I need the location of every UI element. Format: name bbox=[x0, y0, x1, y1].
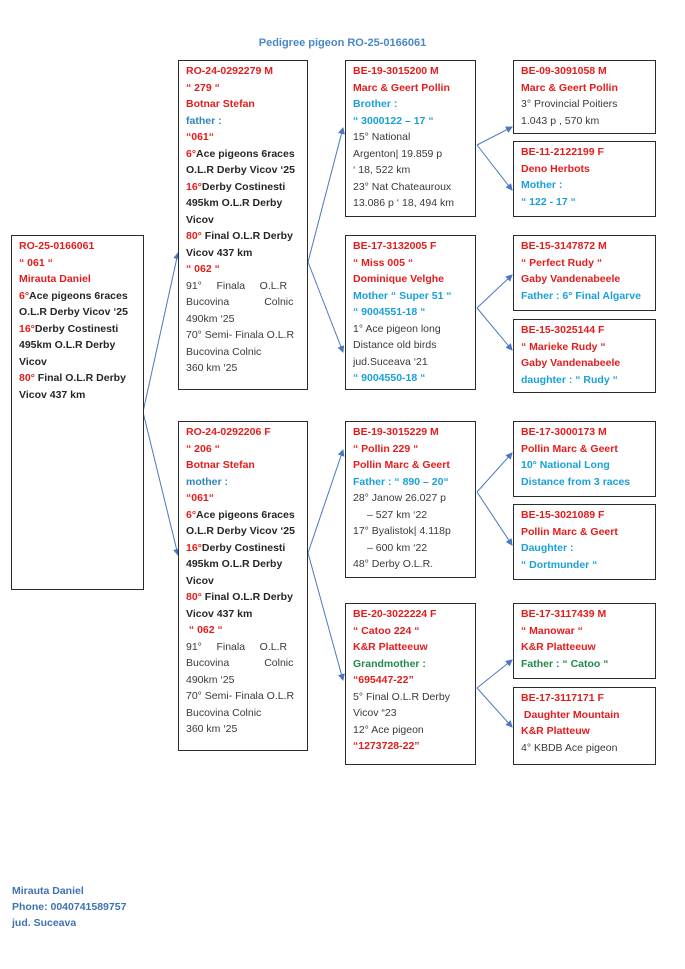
ggp7-owner: K&R Platteeuw bbox=[521, 641, 596, 653]
ggp8-line-1: 4° KBDB Ace pigeon bbox=[521, 741, 618, 754]
ggp6-role-value: “ Dortmunder “ bbox=[521, 558, 598, 571]
connector-gp3-ggp6 bbox=[477, 492, 512, 545]
mother-result-3: 490km ‘25 bbox=[186, 673, 235, 686]
father-result-4: 70° Semi- Finala O.L.R bbox=[186, 329, 295, 341]
gp4-owner: K&R Platteeuw bbox=[353, 641, 428, 653]
ggp2-card bbox=[513, 141, 656, 217]
father-result-6: 360 km ‘25 bbox=[186, 362, 238, 374]
gp2-line-2: Distance old birds bbox=[353, 339, 437, 351]
ggp8-owner: K&R Platteuw bbox=[521, 725, 590, 737]
subject-card bbox=[11, 235, 144, 590]
ggp5-line-1: 10° National Long bbox=[521, 459, 610, 471]
father-result-3: 490km ‘25 bbox=[186, 312, 235, 325]
gp2-line-1: 1° Ace pigeon long bbox=[353, 322, 441, 335]
mother-achievement-1b: O.L.R Derby Vicov ‘25 bbox=[186, 525, 295, 537]
subject-achievement-3: 80° Final O.L.R Derby bbox=[19, 372, 126, 384]
ggp5-owner: Pollin Marc & Geert bbox=[521, 442, 618, 455]
ggp8-name: Daughter Mountain bbox=[521, 708, 620, 721]
gp2-ring: BE-17-3132005 F bbox=[353, 240, 437, 252]
mother-achievement-3b: Vicov 437 km bbox=[186, 607, 253, 620]
gp4-line-2: Vicov “23 bbox=[353, 707, 397, 719]
ggp2-ring: BE-11-2122199 F bbox=[521, 146, 604, 158]
ggp5-card bbox=[513, 421, 656, 497]
subject-owner: Mirauta Daniel bbox=[19, 273, 91, 285]
ggp5-ring: BE-17-3000173 M bbox=[521, 426, 607, 438]
father-name: “ 279 “ bbox=[186, 81, 220, 94]
ggp1-card bbox=[513, 60, 656, 134]
ggp4-role: daughter : “ Rudy “ bbox=[521, 373, 618, 386]
father-achievement-2b: 495km O.L.R Derby bbox=[186, 197, 283, 209]
page-title: Pedigree pigeon RO-25-0166061 bbox=[258, 37, 427, 49]
subject-achievement-1b: O.L.R Derby Vicov ‘25 bbox=[19, 306, 128, 318]
father-achievement-1b: O.L.R Derby Vicov ‘25 bbox=[186, 164, 295, 176]
connector-gp4-ggp8 bbox=[477, 688, 512, 727]
ggp6-card bbox=[513, 504, 656, 580]
mother-achievement-3: 80° Final O.L.R Derby bbox=[186, 591, 293, 603]
mother-role: mother : bbox=[186, 475, 228, 488]
ggp1-line-2: 1.043 p , 570 km bbox=[521, 114, 600, 127]
ggp3-owner: Gaby Vandenabeele bbox=[521, 273, 621, 285]
ggp7-ring: BE-17-3117439 M bbox=[521, 608, 607, 620]
subject-achievement-2c: Vicov bbox=[19, 355, 47, 368]
father-card bbox=[178, 60, 308, 390]
gp4-role-value: “695447-22” bbox=[353, 674, 414, 686]
gp1-line-5: 13.086 p ‘ 18, 494 km bbox=[353, 197, 454, 209]
mother-achievement-1: 6°Ace pigeons 6races bbox=[186, 508, 295, 521]
gp3-line-4: – 600 km ‘22 bbox=[367, 541, 428, 554]
mother-result-4: 70° Semi- Finala O.L.R bbox=[186, 690, 295, 702]
gp1-line-1: 15° National bbox=[353, 131, 411, 143]
connector-subject-father bbox=[143, 253, 178, 412]
ggp5-line-2: Distance from 3 races bbox=[521, 475, 631, 488]
ggp1-owner: Marc & Geert Pollin bbox=[521, 81, 618, 94]
ggp7-name: “ Manowar “ bbox=[521, 624, 583, 637]
ggp8-card bbox=[513, 687, 656, 765]
mother-result-1: 91° Finala O.L.R bbox=[186, 640, 288, 653]
father-owner: Botnar Stefan bbox=[186, 98, 255, 110]
ggp3-card bbox=[513, 235, 656, 311]
ggp7-role: Father : “ Catoo “ bbox=[521, 657, 609, 670]
ggp3-role: Father : 6° Final Algarve bbox=[521, 289, 641, 302]
ggp7-card bbox=[513, 603, 656, 679]
father-achievement-2: 16°Derby Costinesti bbox=[186, 180, 286, 193]
subject-name: “ 061 “ bbox=[19, 256, 53, 269]
gp4-role: Grandmother : bbox=[353, 657, 426, 670]
grandmother-paternal-card bbox=[345, 235, 476, 390]
father-role-name: “061“ bbox=[186, 131, 215, 143]
connector-mother-gp3 bbox=[308, 450, 343, 553]
father-role: father : bbox=[186, 114, 222, 127]
ggp3-ring: BE-15-3147872 M bbox=[521, 240, 607, 252]
ggp2-role-value: “ 122 - 17 “ bbox=[521, 195, 576, 208]
mother-sub-name: “ 062 “ bbox=[186, 624, 223, 636]
ggp4-ring: BE-15-3025144 F bbox=[521, 324, 605, 336]
ggp1-ring: BE-09-3091058 M bbox=[521, 65, 607, 77]
gp4-ring: BE-20-3022224 F bbox=[353, 608, 437, 620]
father-ring: RO-24-0292279 M bbox=[186, 65, 273, 77]
ggp8-ring: BE-17-3117171 F bbox=[521, 692, 604, 704]
footer-name: Mirauta Daniel bbox=[12, 885, 84, 897]
footer-phone: Phone: 0040741589757 bbox=[12, 901, 127, 913]
mother-result-5: Bucovina Colnic bbox=[186, 706, 262, 719]
connector-gp1-ggp2 bbox=[477, 145, 512, 190]
subject-achievement-2: 16°Derby Costinesti bbox=[19, 322, 119, 335]
mother-result-2: Bucovina Colnic bbox=[186, 657, 294, 669]
connector-gp2-ggp4 bbox=[477, 308, 512, 350]
footer-county: jud. Suceava bbox=[12, 917, 77, 929]
gp4-line-1: 5° Final O.L.R Derby bbox=[353, 690, 450, 703]
grandfather-paternal-card bbox=[345, 60, 476, 217]
ggp6-role: Daughter : bbox=[521, 542, 574, 554]
mother-card bbox=[178, 421, 308, 751]
gp4-name: “ Catoo 224 “ bbox=[353, 624, 420, 637]
gp1-ring: BE-19-3015200 M bbox=[353, 65, 439, 77]
ggp4-card bbox=[513, 319, 656, 393]
ggp6-ring: BE-15-3021089 F bbox=[521, 509, 605, 521]
gp2-owner: Dominique Velghe bbox=[353, 273, 445, 285]
gp1-line-2: Argenton| 19.859 p bbox=[353, 147, 443, 160]
gp3-line-1: 28° Janow 26.027 p bbox=[353, 492, 446, 504]
subject-achievement-2b: 495km O.L.R Derby bbox=[19, 339, 116, 351]
ggp6-owner: Pollin Marc & Geert bbox=[521, 525, 618, 538]
ggp4-owner: Gaby Vandenabeele bbox=[521, 357, 621, 369]
connector-father-gp1 bbox=[308, 128, 343, 262]
father-achievement-2c: Vicov bbox=[186, 213, 214, 226]
gp2-role-value: “ 9004551-18 “ bbox=[353, 306, 426, 318]
ggp2-role: Mother : bbox=[521, 179, 563, 191]
gp1-line-3: ‘ 18, 522 km bbox=[353, 164, 411, 176]
father-result-1: 91° Finala O.L.R bbox=[186, 279, 288, 292]
gp2-line-3: jud.Suceava ‘21 bbox=[353, 355, 428, 368]
ggp2-owner: Deno Herbots bbox=[521, 162, 590, 175]
gp3-ring: BE-19-3015229 M bbox=[353, 426, 439, 438]
gp3-role: Father : “ 890 – 20“ bbox=[353, 475, 449, 488]
gp4-line-4: “1273728-22” bbox=[353, 740, 420, 752]
father-achievement-3b: Vicov 437 km bbox=[186, 246, 253, 259]
gp1-owner: Marc & Geert Pollin bbox=[353, 81, 450, 94]
connector-gp2-ggp3 bbox=[477, 275, 512, 308]
mother-ring: RO-24-0292206 F bbox=[186, 426, 271, 438]
gp4-line-3: 12° Ace pigeon bbox=[353, 723, 424, 736]
mother-achievement-2b: 495km O.L.R Derby bbox=[186, 558, 283, 570]
father-achievement-3: 80° Final O.L.R Derby bbox=[186, 230, 293, 242]
ggp4-name: “ Marieke Rudy “ bbox=[521, 340, 606, 353]
mother-name: “ 206 “ bbox=[186, 442, 220, 455]
gp3-line-3: 17° Byalistok| 4.118p bbox=[353, 525, 451, 537]
ggp3-name: “ Perfect Rudy “ bbox=[521, 256, 603, 269]
connector-father-gp2 bbox=[308, 262, 343, 352]
gp3-owner: Pollin Marc & Geert bbox=[353, 459, 450, 471]
father-result-2: Bucovina Colnic bbox=[186, 296, 294, 308]
grandfather-maternal-card bbox=[345, 421, 476, 578]
gp1-role-value: “ 3000122 – 17 “ bbox=[353, 114, 434, 127]
father-result-5: Bucovina Colnic bbox=[186, 345, 262, 358]
grandmother-maternal-card bbox=[345, 603, 476, 765]
connector-gp1-ggp1 bbox=[477, 127, 512, 145]
connector-mother-gp4 bbox=[308, 553, 343, 680]
mother-role-name: “061“ bbox=[186, 492, 215, 504]
mother-owner: Botnar Stefan bbox=[186, 459, 255, 471]
connector-gp4-ggp7 bbox=[477, 660, 512, 688]
contact-footer bbox=[12, 883, 126, 931]
mother-result-6: 360 km ‘25 bbox=[186, 723, 238, 735]
father-sub-name: “ 062 “ bbox=[186, 263, 220, 275]
father-achievement-1: 6°Ace pigeons 6races bbox=[186, 147, 295, 160]
ggp1-line-1: 3° Provincial Poitiers bbox=[521, 98, 618, 110]
gp1-role: Brother : bbox=[353, 98, 398, 110]
subject-achievement-3b: Vicov 437 km bbox=[19, 388, 86, 401]
gp3-line-5: 48° Derby O.L.R. bbox=[353, 558, 434, 570]
gp2-line-4: “ 9004550-18 “ bbox=[353, 372, 426, 384]
gp2-name: “ Miss 005 “ bbox=[353, 256, 414, 269]
gp3-line-2: – 527 km ‘22 bbox=[367, 508, 428, 521]
connector-gp3-ggp5 bbox=[477, 453, 512, 492]
connector-subject-mother bbox=[143, 412, 178, 555]
mother-achievement-2c: Vicov bbox=[186, 574, 214, 587]
subject-achievement-1: 6°Ace pigeons 6races bbox=[19, 289, 128, 302]
gp2-role: Mother “ Super 51 “ bbox=[353, 289, 452, 302]
gp1-line-4: 23° Nat Chateauroux bbox=[353, 180, 452, 193]
gp3-name: “ Pollin 229 “ bbox=[353, 442, 419, 455]
mother-achievement-2: 16°Derby Costinesti bbox=[186, 541, 286, 554]
subject-ring: RO-25-0166061 bbox=[19, 240, 95, 252]
